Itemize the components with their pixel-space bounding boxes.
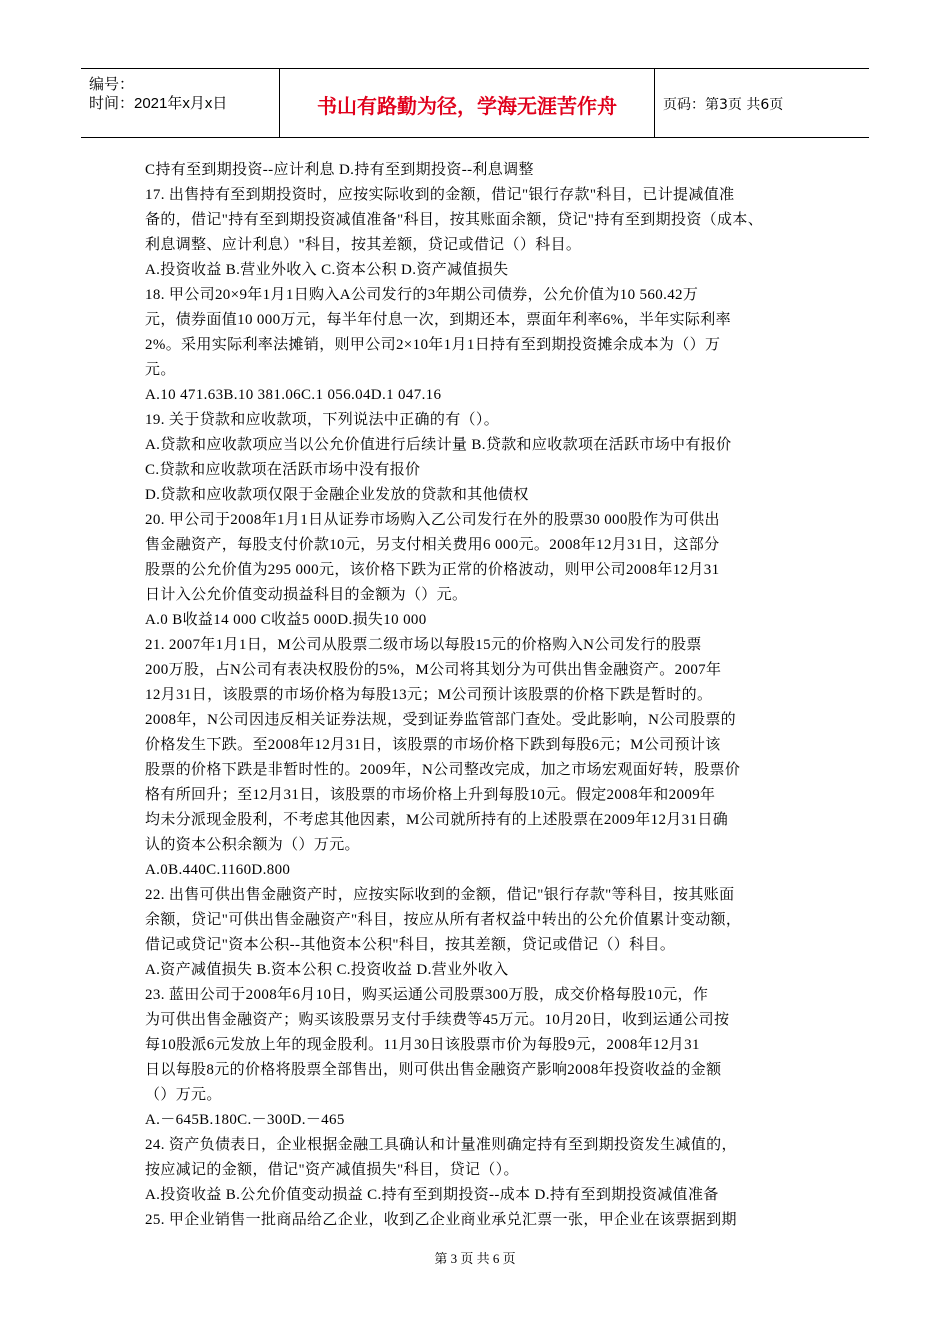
text-line: A.投资收益 B.营业外收入 C.资本公积 D.资产减值损失	[145, 262, 509, 278]
header-motto: 书山有路勤为径，学海无涯苦作舟	[317, 94, 617, 118]
text-line: 2008年，N公司因违反相关证券法规，受到证券监管部门查处。受此影响，N公司股票的	[145, 712, 737, 728]
text-line: A.－645B.180C.－300D.－465	[145, 1112, 345, 1128]
text-line: A.0 B收益14 000 C收益5 000D.损失10 000	[145, 612, 427, 628]
text-line: 备的，借记"持有至到期投资减值准备"科目，按其账面余额，贷记"持有至到期投资（成本、	[145, 212, 764, 228]
text-line: A.贷款和应收款项应当以公允价值进行后续计量 B.贷款和应收款项在活跃市场中有报价	[145, 437, 732, 453]
text-line: 200万股，占N公司有表决权股份的5%，M公司将其划分为可供出售金融资产。2007年	[145, 662, 722, 678]
header-page-info: 页码：第3页 共6页	[663, 97, 784, 113]
header-meta-cell	[81, 69, 280, 137]
text-line: 19. 关于贷款和应收款项，下列说法中正确的有（）。	[145, 412, 500, 428]
text-line: A.资产减值损失 B.资本公积 C.投资收益 D.营业外收入	[145, 962, 509, 978]
text-line: 每10股派6元发放上年的现金股利。11月30日该股票市价为每股9元，2008年12月31	[145, 1037, 700, 1053]
text-line: 20. 甲公司于2008年1月1日从证券市场购入乙公司发行在外的股票30 000股作为可供出	[145, 512, 720, 528]
text-line: 24. 资产负债表日，企业根据金融工具确认和计量准则确定持有至到期投资发生减值的，	[145, 1137, 737, 1153]
page-footer: 第 3 页 共 6 页	[434, 1251, 516, 1266]
header-motto-cell	[280, 69, 655, 137]
text-line: 余额，贷记"可供出售金融资产"科目，按应从所有者权益中转出的公允价值累计变动额，	[145, 912, 742, 928]
document-number-label: 编号：	[89, 76, 135, 93]
text-line: 21. 2007年1月1日，M公司从股票二级市场以每股15元的价格购入N公司发行的股票	[145, 637, 702, 653]
text-line: A.0B.440C.1160D.800	[145, 862, 291, 878]
text-line: 12月31日，该股票的市场价格为每股13元；M公司预计该股票的价格下跌是暂时的。	[145, 687, 713, 703]
text-line: A.10 471.63B.10 381.06C.1 056.04D.1 047.16	[145, 387, 442, 403]
text-line: 按应减记的金额，借记"资产减值损失"科目，贷记（）。	[145, 1162, 519, 1178]
text-line: A.投资收益 B.公允价值变动损益 C.持有至到期投资--成本 D.持有至到期投资减值准备	[145, 1187, 719, 1203]
header-page-cell	[655, 69, 869, 137]
text-line: 股票的价格下跌是非暂时性的。2009年，N公司整改完成，加之市场宏观面好转，股票价	[145, 762, 741, 778]
text-line: 借记或贷记"资本公积--其他资本公积"科目，按其差额，贷记或借记（）科目。	[145, 937, 676, 953]
text-line: C.贷款和应收款项在活跃市场中没有报价	[145, 462, 421, 478]
document-body	[145, 158, 809, 1233]
text-line: （）万元。	[145, 1087, 222, 1103]
text-line: 元，债券面值10 000万元，每半年付息一次，到期还本，票面年利率6%，半年实际利率	[145, 312, 731, 328]
document-date-label: 时间：2021年x月x日	[89, 95, 228, 112]
text-line: 利息调整、应计利息）"科目，按其差额，贷记或借记（）科目。	[145, 237, 582, 253]
text-line: 日计入公允价值变动损益科目的金额为（）元。	[145, 587, 468, 603]
text-line: 为可供出售金融资产；购买该股票另支付手续费等45万元。10月20日，收到运通公司按	[145, 1012, 730, 1028]
page-header	[81, 68, 869, 138]
text-line: 18. 甲公司20×9年1月1日购入A公司发行的3年期公司债券，公允价值为10 560.42万	[145, 287, 699, 303]
text-line: 2%。采用实际利率法摊销，则甲公司2×10年1月1日持有至到期投资摊余成本为（）万	[145, 337, 721, 353]
text-line: 股票的公允价值为295 000元，该价格下跌为正常的价格波动，则甲公司2008年12月31	[145, 562, 720, 578]
text-line: 价格发生下跌。至2008年12月31日，该股票的市场价格下跌到每股6元；M公司预计该	[145, 737, 721, 753]
text-line: 日以每股8元的价格将股票全部售出，则可供出售金融资产影响2008年投资收益的金额	[145, 1062, 722, 1078]
text-line: 23. 蓝田公司于2008年6月10日，购买运通公司股票300万股，成交价格每股10元，作	[145, 987, 709, 1003]
text-line: 17. 出售持有至到期投资时，应按实际收到的金额，借记"银行存款"科目，已计提减值准	[145, 187, 735, 203]
text-line: 格有所回升；至12月31日，该股票的市场价格上升到每股10元。假定2008年和2009年	[145, 787, 716, 803]
text-line: D.贷款和应收款项仅限于金融企业发放的贷款和其他债权	[145, 487, 529, 503]
text-line: 元。	[145, 362, 176, 378]
text-line: 认的资本公积余额为（）万元。	[145, 837, 360, 853]
text-line: 均未分派现金股利，不考虑其他因素，M公司就所持有的上述股票在2009年12月31日确	[145, 812, 729, 828]
text-line: 25. 甲企业销售一批商品给乙企业，收到乙企业商业承兑汇票一张，甲企业在该票据到期	[145, 1212, 737, 1228]
text-line: C持有至到期投资--应计利息 D.持有至到期投资--利息调整	[145, 162, 534, 178]
text-line: 售金融资产，每股支付价款10元，另支付相关费用6 000元。2008年12月31日，这部分	[145, 537, 720, 553]
text-line: 22. 出售可供出售金融资产时，应按实际收到的金额，借记"银行存款"等科目，按其账面	[145, 887, 735, 903]
